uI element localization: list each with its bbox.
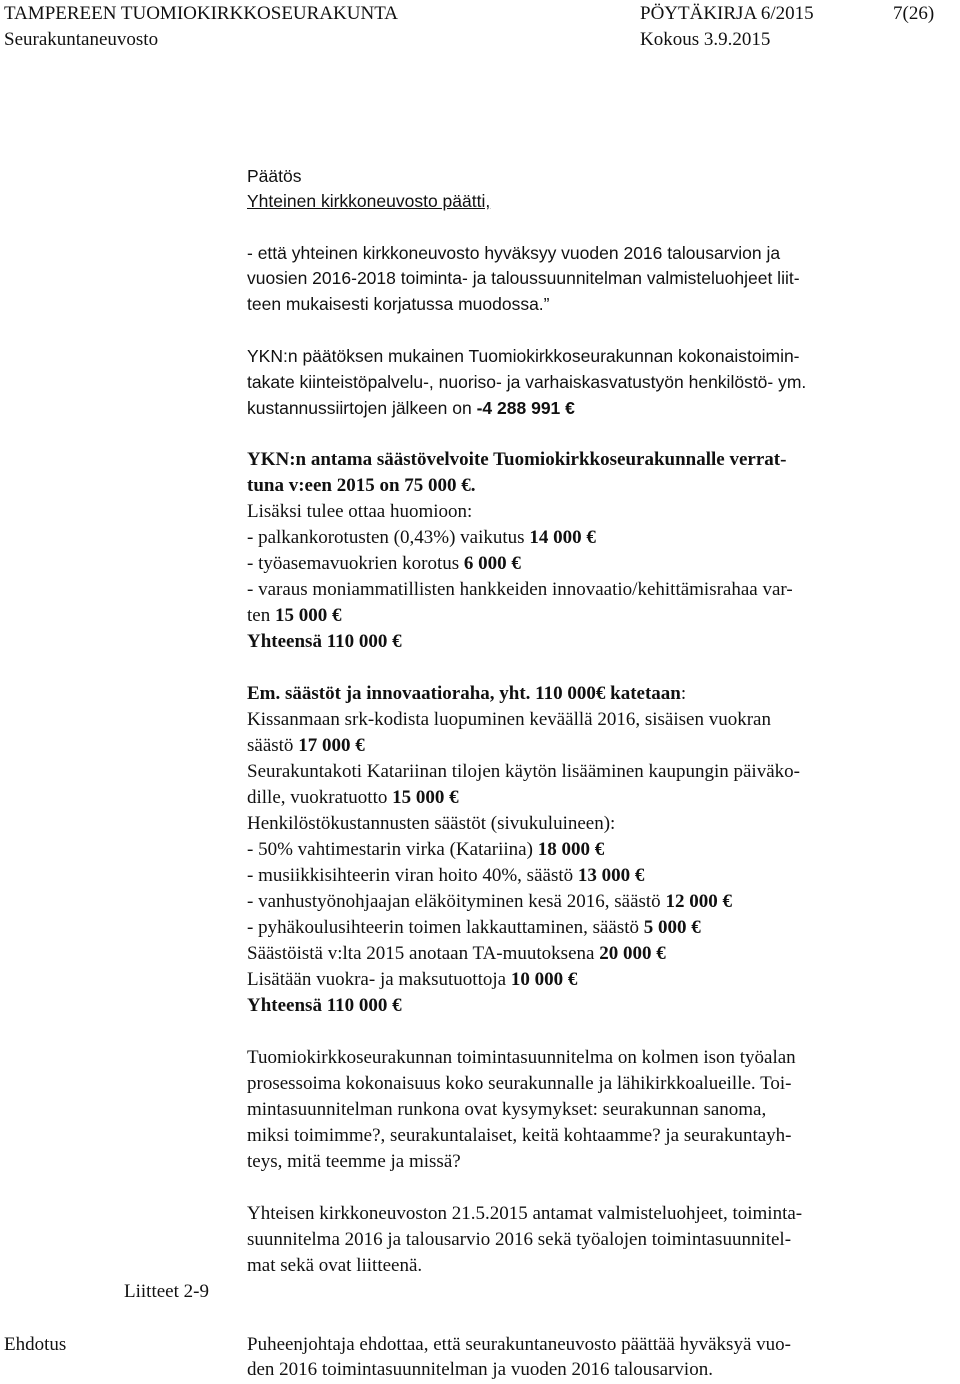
page-number: 7(26) bbox=[893, 3, 935, 24]
proposal-text: Puheenjohtaja ehdottaa, että seurakuntaneuvosto päättää hyväksyä vuo- bbox=[247, 1334, 791, 1355]
plan-text: Tuomiokirkkoseurakunnan toimintasuunnitelma on kolmen ison työalan bbox=[247, 1047, 796, 1068]
attachments-label: Liitteet 2-9 bbox=[124, 1281, 209, 1302]
additional-considerations: Lisäksi tulee ottaa huomioon: bbox=[247, 501, 473, 522]
guidelines-text: Yhteisen kirkkoneuvoston 21.5.2015 antamat valmisteluohjeet, toiminta- bbox=[247, 1203, 803, 1224]
list-item: - työasemavuokrien korotus 6 000 € bbox=[247, 553, 521, 574]
coverage-heading: Em. säästöt ja innovaatioraha, yht. 110 000€ katetaan: bbox=[247, 683, 687, 704]
coverage-text: Kissanmaan srk-kodista luopuminen keväällä 2016, sisäisen vuokran bbox=[247, 709, 771, 730]
total-amount: Yhteensä 110 000 € bbox=[247, 995, 402, 1016]
proposal-text: den 2016 toimintasuunnitelman ja vuoden 2016 talousarvion. bbox=[247, 1359, 713, 1380]
savings-obligation: tuna v:een 2015 on 75 000 €. bbox=[247, 475, 476, 496]
total-amount: Yhteensä 110 000 € bbox=[247, 631, 402, 652]
guidelines-text: suunnitelma 2016 ja talousarvio 2016 sekä työalojen toimintasuunnitel- bbox=[247, 1229, 792, 1250]
decision-subheading: Yhteinen kirkkoneuvosto päätti, bbox=[247, 191, 491, 211]
guidelines-text: mat sekä ovat liitteenä. bbox=[247, 1255, 423, 1276]
org-name: TAMPEREEN TUOMIOKIRKKOSEURAKUNTA bbox=[4, 3, 399, 24]
list-item: - varaus moniammatillisten hankkeiden innovaatio/kehittämisrahaa var- bbox=[247, 579, 793, 600]
decision-heading: Päätös bbox=[247, 166, 302, 186]
decision-text: vuosien 2016-2018 toiminta- ja taloussuunnitelman valmisteluohjeet liit- bbox=[247, 268, 800, 288]
coverage-text: Henkilöstökustannusten säästöt (sivukuluineen): bbox=[247, 813, 616, 834]
framework-text: takate kiinteistöpalvelu-, nuoriso- ja varhaiskasvatustyön henkilöstö- ym. bbox=[247, 372, 807, 392]
coverage-text: Seurakuntakoti Katariinan tilojen käytön lisääminen kaupungin päiväko- bbox=[247, 761, 800, 782]
list-item: - musiikkisihteerin viran hoito 40%, säästö 13 000 € bbox=[247, 865, 645, 886]
proposal-label: Ehdotus bbox=[4, 1334, 67, 1355]
framework-text: YKN:n päätöksen mukainen Tuomiokirkkoseurakunnan kokonaistoimin- bbox=[247, 346, 800, 366]
framework-amount: -4 288 991 € bbox=[476, 398, 575, 418]
list-item: - palkankorotusten (0,43%) vaikutus 14 000 € bbox=[247, 527, 596, 548]
plan-text: teys, mitä teemme ja missä? bbox=[247, 1151, 461, 1172]
framework-text: kustannussiirtojen jälkeen on -4 288 991 € bbox=[247, 398, 575, 418]
document-number: PÖYTÄKIRJA 6/2015 bbox=[640, 3, 814, 24]
list-item: ten 15 000 € bbox=[247, 605, 342, 626]
savings-obligation: YKN:n antama säästövelvoite Tuomiokirkkoseurakunnalle verrat- bbox=[247, 449, 787, 470]
plan-text: miksi toimimme?, seurakuntalaiset, keitä kohtaamme? ja seurakuntayh- bbox=[247, 1125, 792, 1146]
list-item: - pyhäkoulusihteerin toimen lakkauttaminen, säästö 5 000 € bbox=[247, 917, 701, 938]
plan-text: prosessoima kokonaisuus koko seurakunnalle ja lähikirkkoalueille. Toi- bbox=[247, 1073, 792, 1094]
coverage-text: Säästöistä v:lta 2015 anotaan TA-muutoksena 20 000 € bbox=[247, 943, 666, 964]
decision-text: teen mukaisesti korjatussa muodossa.” bbox=[247, 294, 550, 314]
coverage-text: Lisätään vuokra- ja maksutuottoja 10 000 € bbox=[247, 969, 578, 990]
coverage-text: säästö 17 000 € bbox=[247, 735, 365, 756]
plan-text: mintasuunnitelman runkona ovat kysymykset: seurakunnan sanoma, bbox=[247, 1099, 767, 1120]
list-item: - 50% vahtimestarin virka (Katariina) 18 000 € bbox=[247, 839, 605, 860]
coverage-text: dille, vuokratuotto 15 000 € bbox=[247, 787, 459, 808]
decision-text: - että yhteinen kirkkoneuvosto hyväksyy vuoden 2016 talousarvion ja bbox=[247, 243, 781, 263]
list-item: - vanhustyönohjaajan eläköityminen kesä 2016, säästö 12 000 € bbox=[247, 891, 732, 912]
body-name: Seurakuntaneuvosto bbox=[4, 29, 159, 50]
meeting-date: Kokous 3.9.2015 bbox=[640, 29, 771, 50]
